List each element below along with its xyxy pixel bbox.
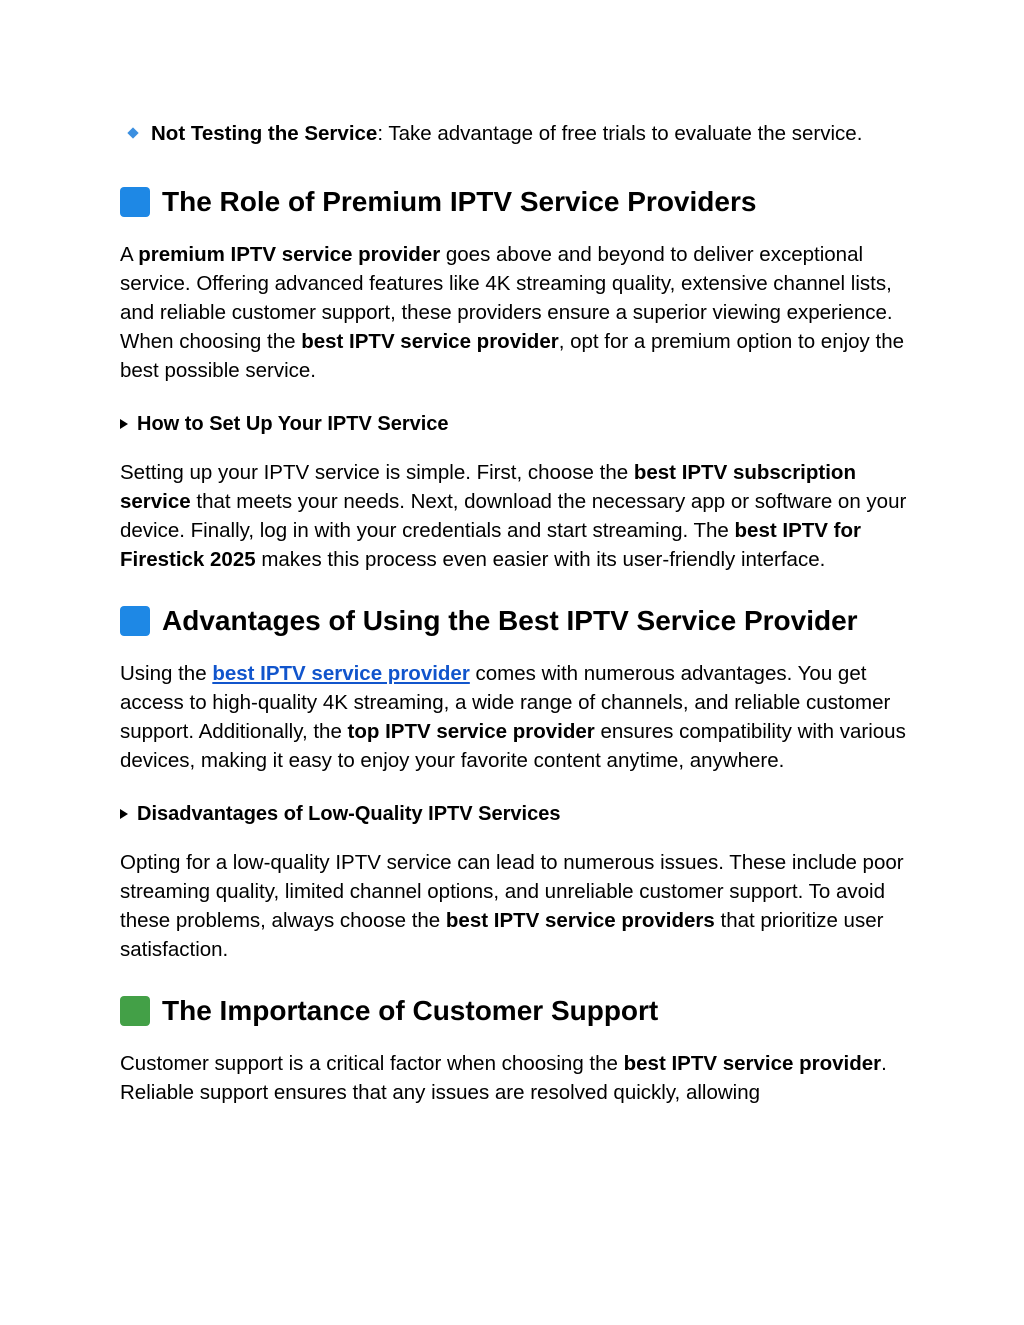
small-blue-diamond-icon: [127, 127, 138, 138]
paragraph-role-premium: A premium IPTV service provider goes above and beyond to deliver exceptional service. Offering advanced features like 4K streaming quality, extensive channel lists, and reliable customer support, these providers ensure a superior viewing experience. When choosing the best IPTV service provider, opt for a premium option to enjoy the best possible service.: [120, 243, 904, 382]
paragraph-customer-support: Customer support is a critical factor when choosing the best IPTV service provider. Reliable support ensures that any issues are resolved quickly, allowing: [120, 1052, 887, 1104]
intro-paragraph: Not Testing the Service: Take advantage of free trials to evaluate the service.: [120, 119, 910, 148]
heading-advantages: Advantages of Using the Best IPTV Service Provider: [120, 604, 910, 638]
document-page: [120, 119, 910, 1107]
heading-customer-support: The Importance of Customer Support: [120, 994, 910, 1028]
right-triangle-icon: [120, 419, 128, 429]
subheading-disadvantages: Disadvantages of Low-Quality IPTV Services: [120, 801, 910, 827]
blue-square-icon: [120, 606, 150, 636]
blue-square-icon: [120, 187, 150, 217]
paragraph-setup: Setting up your IPTV service is simple. First, choose the best IPTV subscription service that meets your needs. Next, download the necessary app or software on your device. Finally, log in with your credentials and start streaming. The best IPTV for Firestick 2025 makes this process even easier with its user-friendly interface.: [120, 461, 907, 571]
subheading-setup: How to Set Up Your IPTV Service: [120, 411, 910, 437]
paragraph-disadvantages: Opting for a low-quality IPTV service can lead to numerous issues. These include poor streaming quality, limited channel options, and unreliable customer support. To avoid these problems, always choose the best IPTV service providers that prioritize user satisfaction.: [120, 851, 904, 961]
paragraph-advantages: Using the best IPTV service provider comes with numerous advantages. You get access to high-quality 4K streaming, a wide range of channels, and reliable customer support. Additionally, the top IPTV service provider ensures compatibility with various devices, making it easy to enjoy your favorite content anytime, anywhere.: [120, 662, 906, 772]
heading-role-premium: The Role of Premium IPTV Service Providers: [120, 185, 910, 219]
green-square-icon: [120, 996, 150, 1026]
best-iptv-provider-link[interactable]: best IPTV service provider: [212, 662, 470, 685]
right-triangle-icon: [120, 809, 128, 819]
